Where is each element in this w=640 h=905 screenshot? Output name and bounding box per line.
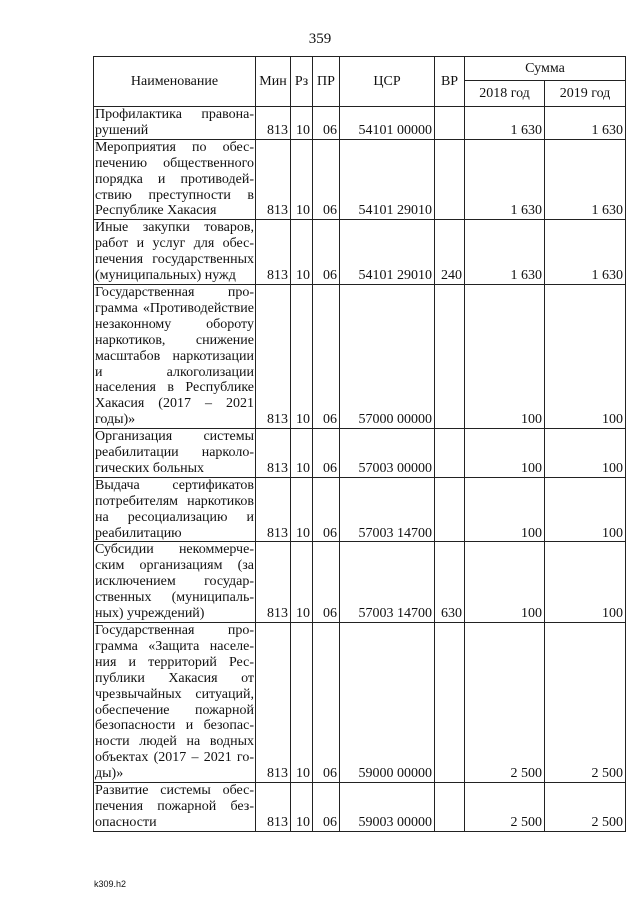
cell-name: Развитие системы обеспечения пожарной безопасности [95, 783, 254, 830]
cell-sum-2019: 100 [545, 477, 626, 542]
cell-csr: 57003 14700 [340, 542, 435, 623]
cell-min: 813 [256, 783, 291, 832]
cell-min: 813 [256, 139, 291, 220]
cell-sum-2018: 2 500 [465, 623, 545, 783]
cell-pr: 06 [313, 284, 340, 428]
cell-rz: 10 [291, 623, 313, 783]
cell-sum-2018: 1 630 [465, 107, 545, 140]
cell-sum-2018: 100 [465, 542, 545, 623]
page-number: 359 [308, 31, 332, 47]
cell-sum-2019: 100 [545, 284, 626, 428]
table-body [94, 107, 626, 832]
header-sum: Сумма [465, 57, 626, 81]
cell-pr: 06 [313, 429, 340, 478]
header-vr: ВР [435, 57, 465, 107]
cell-sum-2019: 1 630 [545, 220, 626, 285]
header-name: Наименование [94, 57, 256, 107]
cell-vr [435, 623, 465, 783]
budget-table [93, 56, 626, 832]
cell-rz: 10 [291, 220, 313, 285]
table-row [94, 542, 626, 623]
cell-pr: 06 [313, 623, 340, 783]
cell-pr: 06 [313, 542, 340, 623]
cell-sum-2018: 2 500 [465, 783, 545, 832]
cell-csr: 57003 00000 [340, 429, 435, 478]
cell-vr [435, 284, 465, 428]
cell-csr: 54101 00000 [340, 107, 435, 140]
cell-name: Субсидии некоммерческим организациям (за исключением государственных (муниципальных) учреждений) [95, 542, 254, 622]
header-pr: ПР [313, 57, 340, 107]
cell-csr: 57000 00000 [340, 284, 435, 428]
cell-vr: 240 [435, 220, 465, 285]
cell-pr: 06 [313, 107, 340, 140]
cell-sum-2019: 100 [545, 542, 626, 623]
table-row [94, 623, 626, 783]
footer-code: k309.h2 [94, 879, 127, 889]
cell-name: Иные закупки товаров, работ и услуг для обеспечения государственных (муниципальных) нужд [95, 220, 254, 284]
cell-sum-2019: 1 630 [545, 107, 626, 140]
cell-vr [435, 139, 465, 220]
header-2018: 2018 год [465, 81, 545, 107]
cell-rz: 10 [291, 542, 313, 623]
table-row [94, 107, 626, 140]
table-row [94, 783, 626, 832]
cell-rz: 10 [291, 284, 313, 428]
cell-min: 813 [256, 284, 291, 428]
cell-csr: 54101 29010 [340, 139, 435, 220]
cell-sum-2019: 2 500 [545, 783, 626, 832]
cell-min: 813 [256, 107, 291, 140]
cell-name: Государственная программа «Защита населения и территорий Республики Хакасия от чрезвычайных ситуаций, обеспечение пожарной безопасности и безопасности людей на водных объектах (2017 – 2021 годы)» [95, 623, 254, 782]
cell-pr: 06 [313, 220, 340, 285]
cell-min: 813 [256, 220, 291, 285]
cell-rz: 10 [291, 783, 313, 832]
cell-sum-2019: 1 630 [545, 139, 626, 220]
cell-name: Организация системы реабилитации наркологических больных [95, 429, 254, 476]
cell-csr: 54101 29010 [340, 220, 435, 285]
cell-sum-2019: 100 [545, 429, 626, 478]
header-min: Мин [256, 57, 291, 107]
cell-pr: 06 [313, 139, 340, 220]
cell-sum-2018: 100 [465, 429, 545, 478]
cell-name: Мероприятия по обеспечению общественного порядка и противодействию преступности в Республике Хакасия [95, 139, 254, 219]
cell-min: 813 [256, 623, 291, 783]
table-row [94, 477, 626, 542]
table-row [94, 284, 626, 428]
table-row [94, 139, 626, 220]
cell-min: 813 [256, 429, 291, 478]
cell-sum-2018: 100 [465, 284, 545, 428]
cell-rz: 10 [291, 139, 313, 220]
table-row [94, 429, 626, 478]
cell-pr: 06 [313, 783, 340, 832]
cell-pr: 06 [313, 477, 340, 542]
header-rz: Рз [291, 57, 313, 107]
header-2019: 2019 год [545, 81, 626, 107]
cell-vr [435, 477, 465, 542]
cell-csr: 59000 00000 [340, 623, 435, 783]
cell-sum-2018: 100 [465, 477, 545, 542]
table-header [94, 57, 626, 107]
cell-rz: 10 [291, 477, 313, 542]
cell-name: Выдача сертификатов потребителям наркотиков на ресоциализацию и реабилитацию [95, 477, 254, 541]
cell-vr [435, 783, 465, 832]
cell-vr [435, 107, 465, 140]
cell-min: 813 [256, 477, 291, 542]
cell-name: Государственная программа «Противодействие незаконному обороту наркотиков, снижение масштабов наркотизации и алкоголизации населения в Республике Хакасия (2017 – 2021 годы)» [95, 284, 254, 428]
table-row [94, 220, 626, 285]
cell-min: 813 [256, 542, 291, 623]
cell-sum-2019: 2 500 [545, 623, 626, 783]
cell-rz: 10 [291, 107, 313, 140]
cell-sum-2018: 1 630 [465, 139, 545, 220]
cell-sum-2018: 1 630 [465, 220, 545, 285]
cell-vr: 630 [435, 542, 465, 623]
cell-rz: 10 [291, 429, 313, 478]
cell-vr [435, 429, 465, 478]
cell-name: Профилактика правонарушений [95, 107, 254, 138]
cell-csr: 59003 00000 [340, 783, 435, 832]
cell-csr: 57003 14700 [340, 477, 435, 542]
header-csr: ЦСР [340, 57, 435, 107]
